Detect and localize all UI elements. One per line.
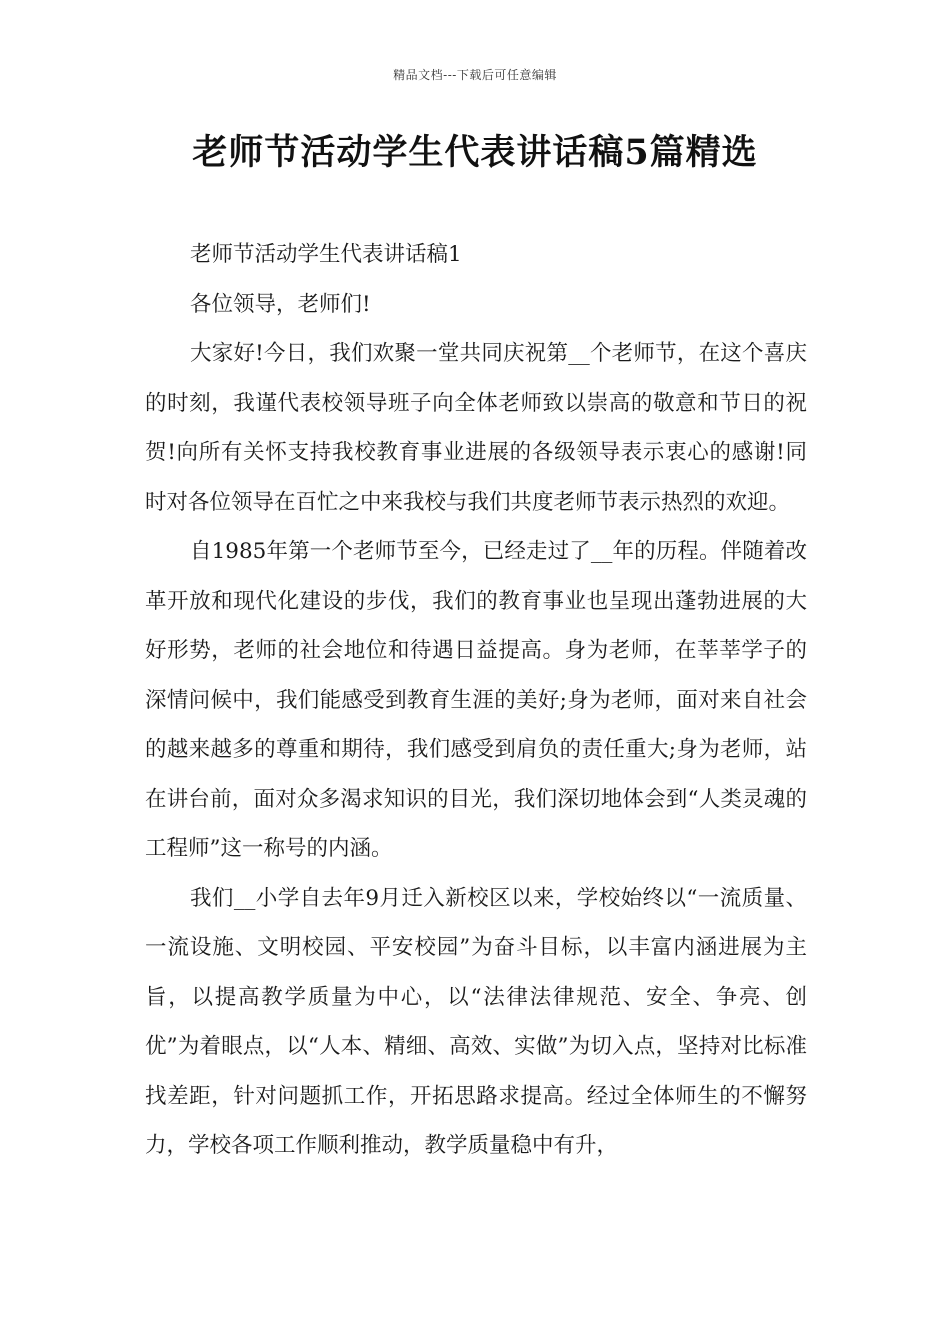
document-title: 老师节活动学生代表讲话稿5篇精选 [192, 132, 758, 173]
body-paragraph: 大家好!今日，我们欢聚一堂共同庆祝第__个老师节，在这个喜庆的时刻，我谨代表校领导班子向全体老师致以崇高的敬意和节日的祝贺!向所有关怀支持我校教育事业进展的各级领导表示衷心的感谢!同时对各位领导在百忙之中来我校与我们共度老师节表示热烈的欢迎。 [145, 341, 807, 515]
header-note: 精品文档---下载后可任意编辑 [393, 68, 557, 82]
salutation: 各位领导，老师们! [190, 291, 371, 317]
body-paragraph: 自1985年第一个老师节至今，已经走过了__年的历程。伴随着改革开放和现代化建设的步伐，我们的教育事业也呈现出蓬勃进展的大好形势，老师的社会地位和待遇日益提高。身为老师，在莘莘学子的深情问候中，我们能感受到教育生涯的美好;身为老师，面对来自社会的越来越多的尊重和期待，我们感受到肩负的责任重大;身为老师，站在讲台前，面对众多渴求知识的目光，我们深切地体会到“人类灵魂的工程师”这一称号的内涵。 [145, 539, 807, 861]
speech-heading: 老师节活动学生代表讲话稿1 [190, 242, 462, 267]
body-paragraph: 我们__小学自去年9月迁入新校区以来，学校始终以“一流质量、一流设施、文明校园、平安校园”为奋斗目标，以丰富内涵进展为主旨，以提高教学质量为中心，以“法律法律规范、安全、争亮、创优”为着眼点，以“人本、精细、高效、实做”为切入点，坚持对比标准找差距，针对问题抓工作，开拓思路求提高。经过全体师生的不懈努力，学校各项工作顺利推动，教学质量稳中有升， [145, 885, 807, 1158]
document-body [145, 230, 807, 1171]
